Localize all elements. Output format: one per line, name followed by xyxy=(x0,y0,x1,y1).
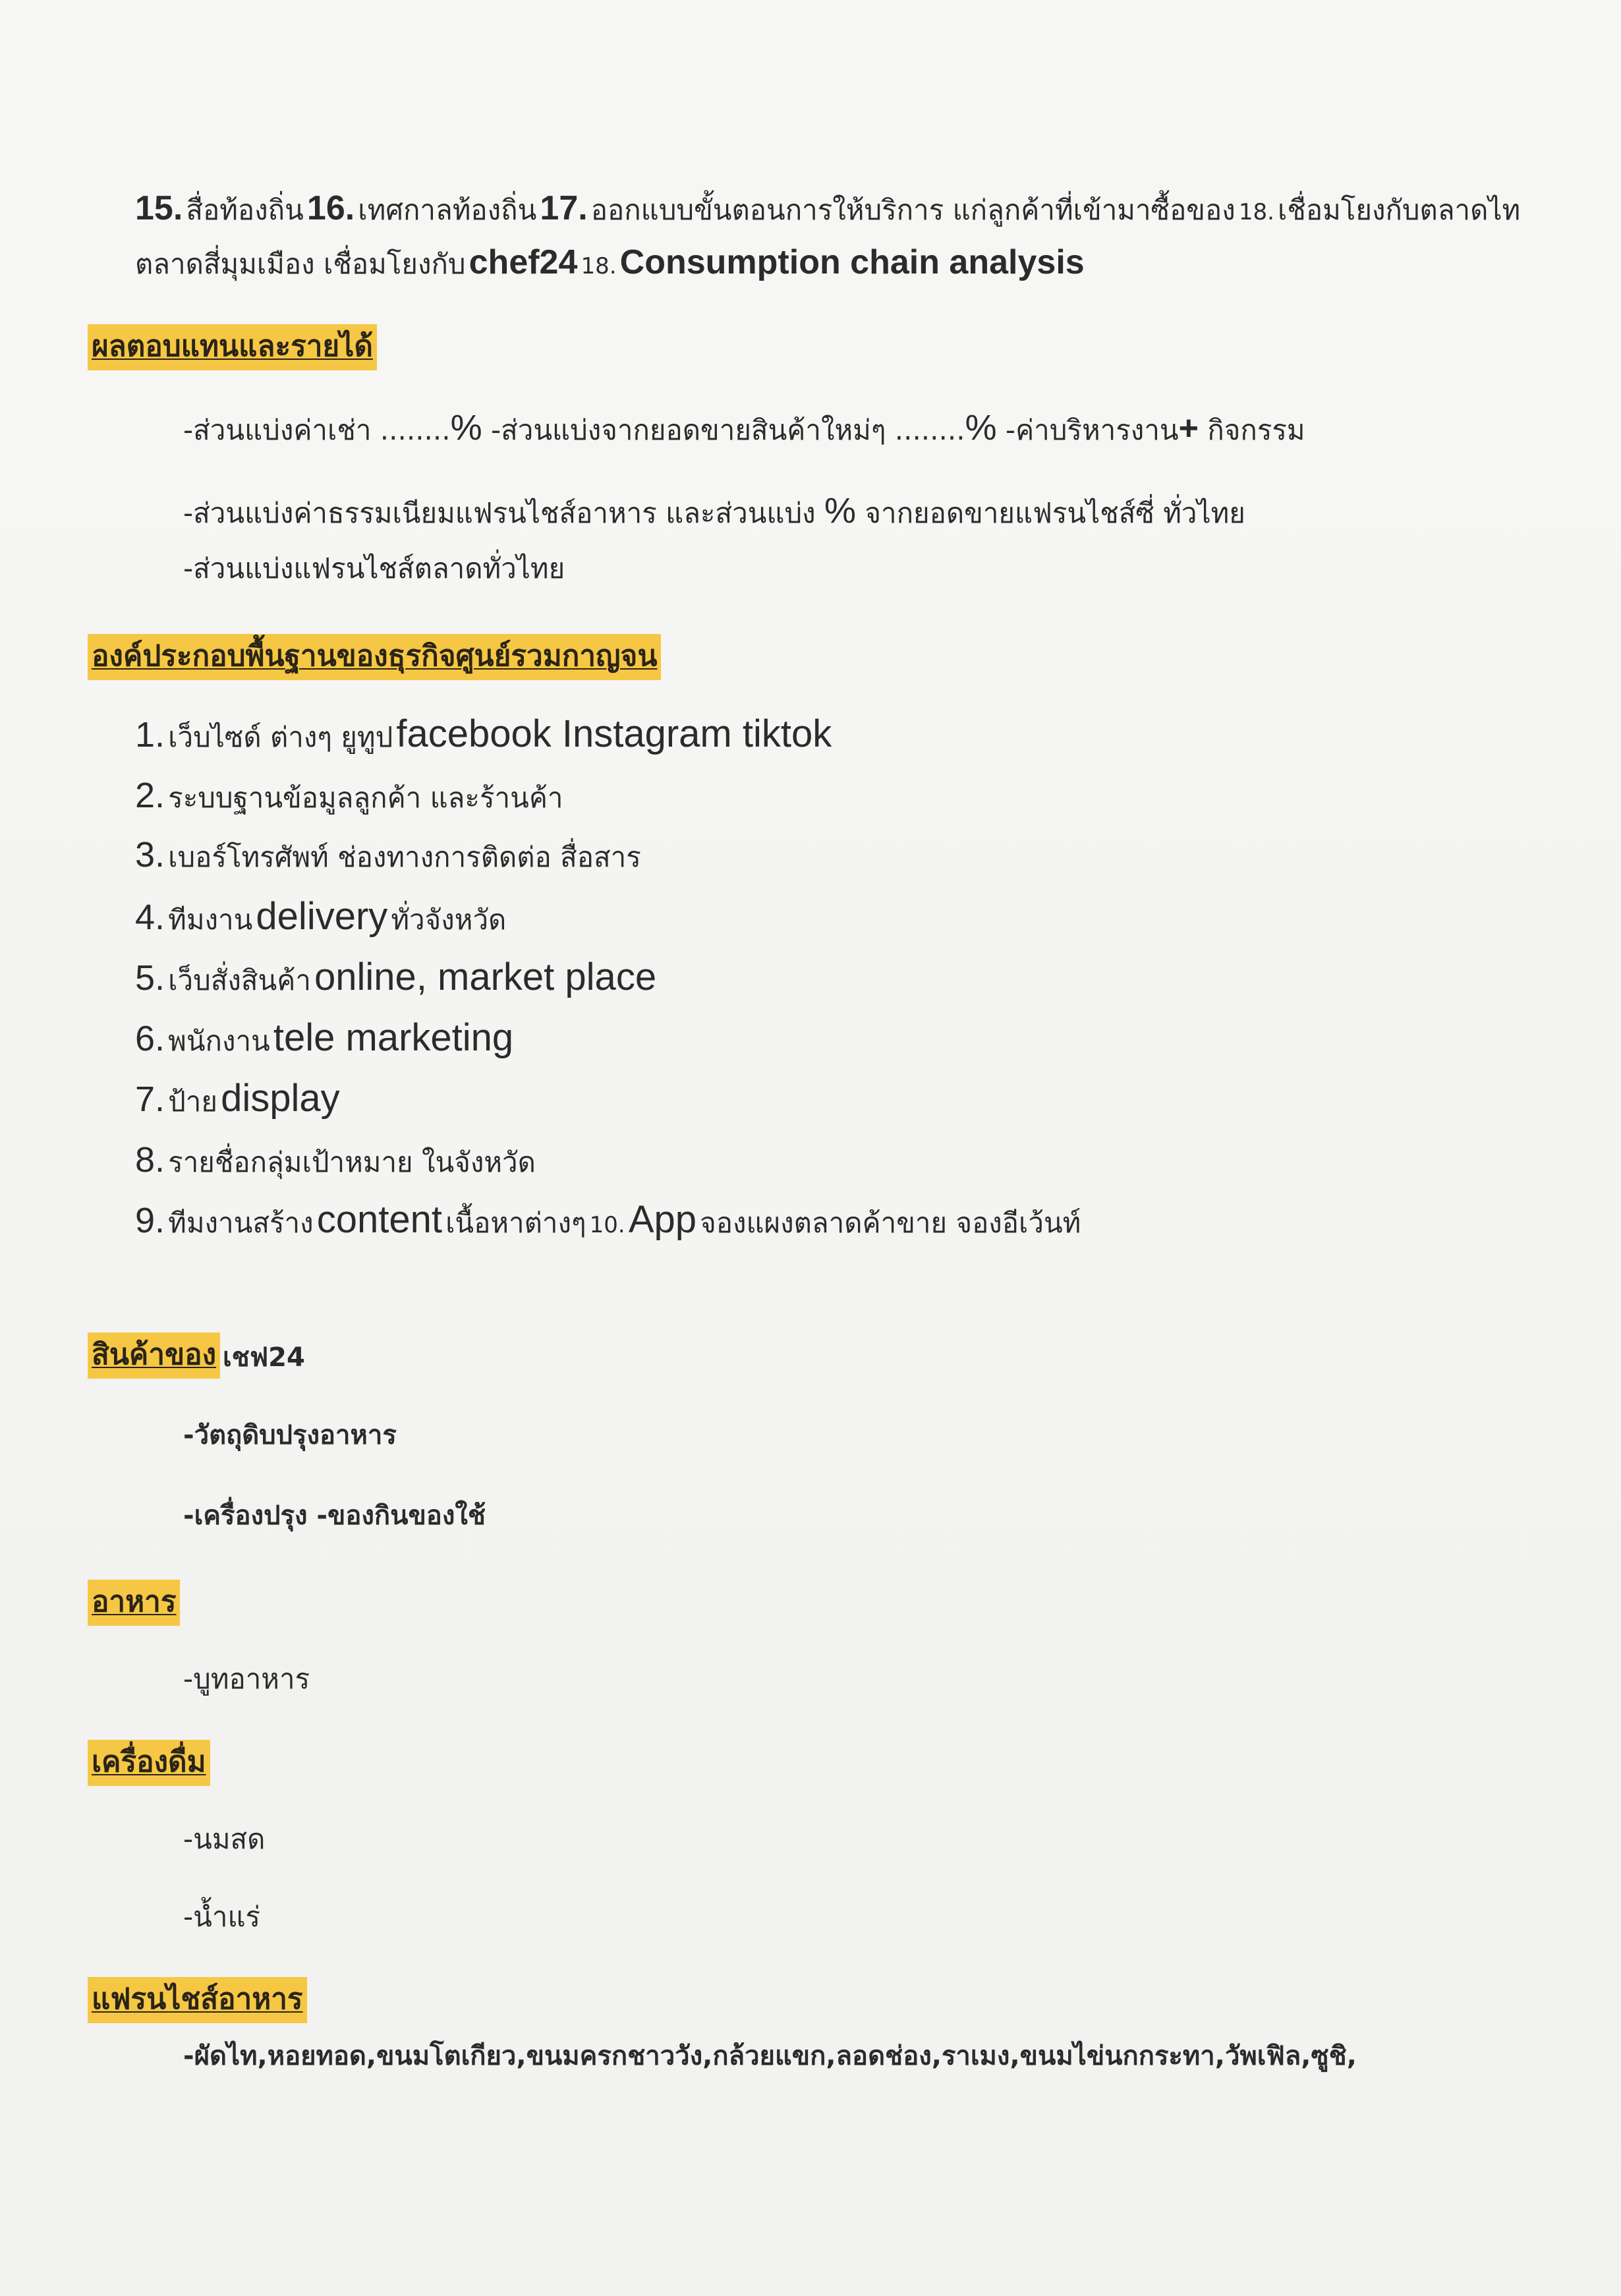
intro-text-17: ออกแบบขั้นตอนการให้บริการ แก่ลูกค้าที่เข้ามาซื้อของ xyxy=(590,194,1236,226)
heading-products: สินค้าของ xyxy=(88,1333,220,1379)
heading-components: องค์ประกอบพื้นฐานของธุรกิจศูนย์รวมกาญจน xyxy=(88,634,661,680)
component-item-7 xyxy=(135,1079,340,1118)
rent-share-text: -ส่วนแบ่งค่าเช่า ........ xyxy=(183,414,451,446)
new-product-share-text: -ส่วนแบ่งจากยอดขายสินค้าใหม่ๆ ........ xyxy=(482,414,965,446)
franchise-item: -ผัดไท,หอยทอด,ขนมโตเกียว,ขนมครกชาววัง,กล้วยแขก,ลอดช่อง,ราเมง,ขนมไข่นกกระทา,วัพเฟิล,ซูชิ, xyxy=(183,2041,1357,2071)
app-label: App xyxy=(628,1198,697,1241)
activity-text: กิจกรรม xyxy=(1199,414,1305,446)
list-number: 6. xyxy=(135,1019,165,1058)
list-number: 9. xyxy=(135,1201,165,1240)
intro-text-15: สื่อท้องถิ่น xyxy=(186,194,304,226)
drink-item: -นมสด xyxy=(183,1823,266,1855)
list-text-thai: เบอร์โทรศัพท์ ช่องทางการติดต่อ สื่อสาร xyxy=(168,841,641,873)
list-text-thai: ทีมงาน xyxy=(168,904,253,936)
list-text-thai: ทีมงานสร้าง xyxy=(168,1207,314,1239)
component-item-9 xyxy=(135,1198,1081,1241)
list-text-thai-3: จองแผงตลาดค้าขาย จองอีเว้นท์ xyxy=(700,1207,1081,1239)
list-number: 7. xyxy=(135,1079,165,1119)
list-text-eng: tele marketing xyxy=(273,1016,514,1059)
chef24-label: chef24 xyxy=(469,243,578,281)
compensation-line-2 xyxy=(183,493,1245,529)
component-item-3 xyxy=(135,837,641,873)
list-text-thai: พนักงาน xyxy=(168,1025,270,1057)
intro-text-18a-1: เชื่อมโยงกับตลาดไท xyxy=(1278,194,1521,226)
percent-sign: % xyxy=(450,408,482,447)
heading-products-rest: เชฟ24 xyxy=(223,1342,305,1373)
intro-line-1 xyxy=(135,191,1520,225)
franchise-fee-share-text: -ส่วนแบ่งค่าธรรมเนียมแฟรนไชส์อาหาร และส่วนแบ่ง xyxy=(183,497,825,529)
plus-sign: + xyxy=(1178,409,1199,447)
list-number: 8. xyxy=(135,1140,165,1180)
component-item-4 xyxy=(135,895,507,938)
item-number-15: 15. xyxy=(135,189,183,227)
list-number: 1. xyxy=(135,715,165,755)
list-text-eng: display xyxy=(221,1077,340,1120)
intro-text-16: เทศกาลท้องถิ่น xyxy=(358,194,537,226)
list-text-eng: content xyxy=(316,1198,442,1241)
list-text-thai: เว็บไซด์ ต่างๆ ยูทูป xyxy=(168,721,393,753)
list-number: 5. xyxy=(135,958,165,998)
component-item-2 xyxy=(135,778,563,813)
heading-food: อาหาร xyxy=(88,1580,180,1626)
list-text-thai: เว็บสั่งสินค้า xyxy=(168,964,311,996)
component-item-1 xyxy=(135,712,832,755)
percent-sign: % xyxy=(965,408,997,447)
component-item-8 xyxy=(135,1142,536,1178)
item-number-18a: 18. xyxy=(1238,199,1274,225)
percent-sign: % xyxy=(824,491,857,531)
list-text-thai: ป้าย xyxy=(168,1085,217,1118)
list-text-eng: delivery xyxy=(256,895,388,938)
intro-line-2 xyxy=(135,245,1085,279)
list-text-thai: ระบบฐานข้อมูลลูกค้า และร้านค้า xyxy=(168,782,563,814)
list-text-thai: รายชื่อกลุ่มเป้าหมาย ในจังหวัด xyxy=(168,1146,536,1178)
list-text-eng: facebook Instagram tiktok xyxy=(396,712,832,755)
list-number: 3. xyxy=(135,835,165,875)
heading-drinks: เครื่องดื่ม xyxy=(88,1740,210,1786)
list-number: 2. xyxy=(135,776,165,815)
list-number: 4. xyxy=(135,898,165,937)
consumption-chain-label: Consumption chain analysis xyxy=(619,243,1085,281)
component-item-6 xyxy=(135,1016,514,1059)
heading-franchise: แฟรนไชส์อาหาร xyxy=(88,1977,307,2023)
list-text-eng: online, market place xyxy=(314,956,657,998)
product-item: -เครื่องปรุง -ของกินของใช้ xyxy=(183,1501,486,1531)
compensation-line-3: -ส่วนแบ่งแฟรนไชส์ตลาดทั่วไทย xyxy=(183,552,565,585)
management-fee-text: -ค่าบริหารงาน xyxy=(996,414,1179,446)
list-number-10: 10. xyxy=(589,1212,625,1238)
heading-compensation: ผลตอบแทนและรายได้ xyxy=(88,324,377,370)
component-item-5 xyxy=(135,958,656,996)
food-item: -บูทอาหาร xyxy=(183,1663,310,1695)
item-number-17: 17. xyxy=(540,189,588,227)
compensation-line-1 xyxy=(183,410,1305,445)
list-text-thai-2: เนื้อหาต่างๆ xyxy=(445,1207,586,1239)
intro-text-18a-2: ตลาดสี่มุมเมือง เชื่อมโยงกับ xyxy=(135,248,466,280)
franchisee-sales-text: จากยอดขายแฟรนไชส์ซี่ ทั่วไทย xyxy=(856,497,1245,529)
item-number-16: 16. xyxy=(306,189,355,227)
list-text-thai-2: ทั่วจังหวัด xyxy=(391,904,507,936)
drink-item: -น้ำแร่ xyxy=(183,1901,261,1933)
product-item: -วัตถุดิบปรุงอาหาร xyxy=(183,1420,397,1450)
item-number-18b: 18. xyxy=(581,253,617,279)
